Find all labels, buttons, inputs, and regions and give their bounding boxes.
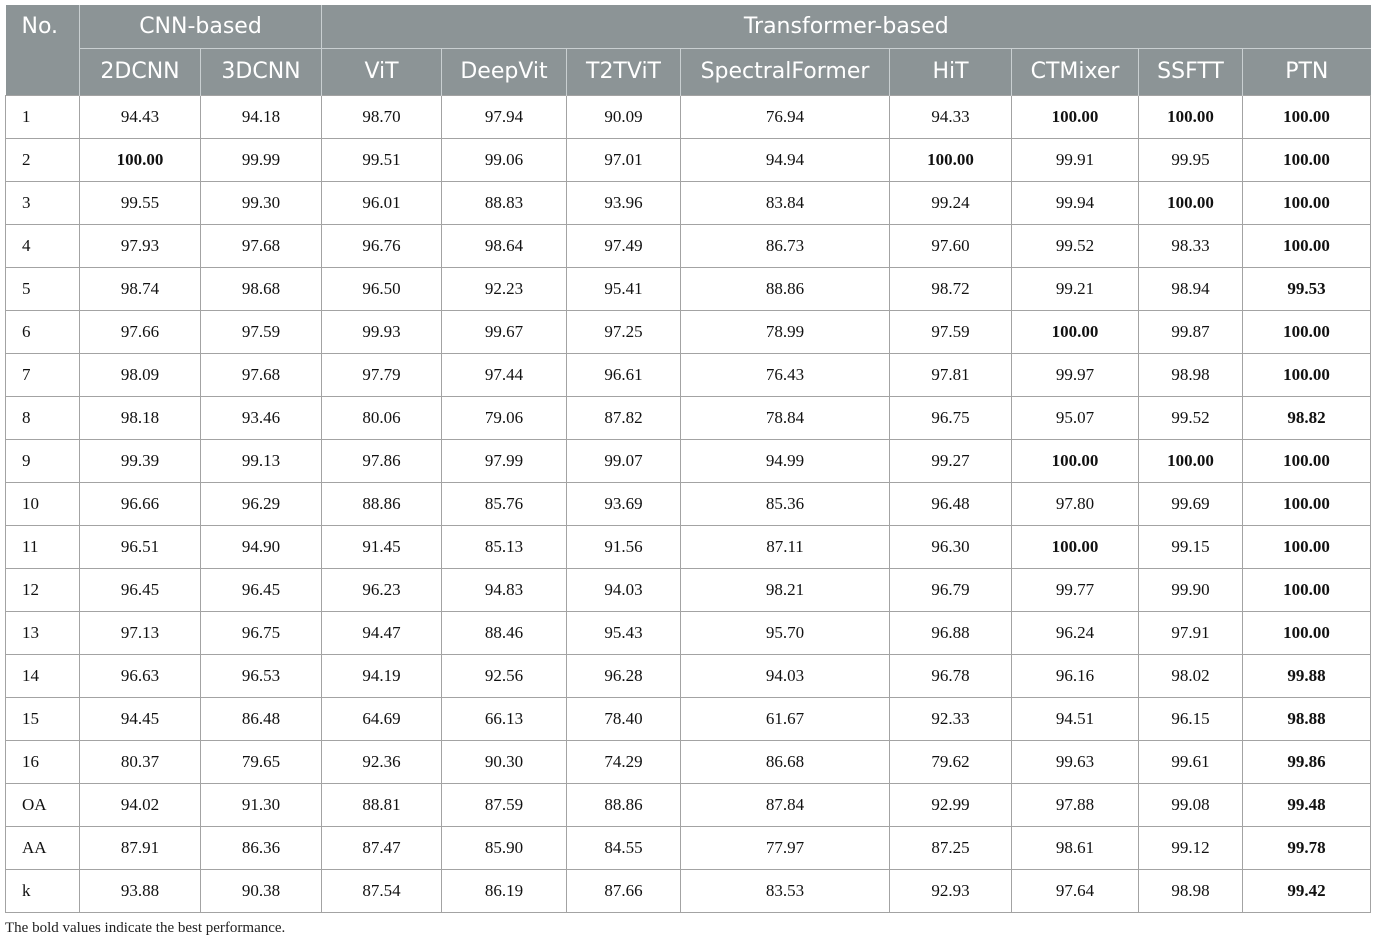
table-cell: 100.00 [1243,612,1371,655]
row-label: 4 [6,225,80,268]
group-header-transformer: Transformer-based [322,5,1371,49]
table-cell: 99.52 [1012,225,1139,268]
table-cell: 100.00 [1139,440,1243,483]
table-cell: 88.86 [322,483,442,526]
table-cell: 99.21 [1012,268,1139,311]
table-cell: 95.41 [567,268,681,311]
table-cell: 96.45 [201,569,322,612]
table-cell: 90.38 [201,870,322,913]
table-cell: 98.61 [1012,827,1139,870]
table-cell: 91.45 [322,526,442,569]
table-cell: 78.40 [567,698,681,741]
table-cell: 99.08 [1139,784,1243,827]
table-cell: 98.02 [1139,655,1243,698]
table-cell: 99.67 [442,311,567,354]
row-label: 3 [6,182,80,225]
table-cell: 94.19 [322,655,442,698]
table-cell: 87.66 [567,870,681,913]
table-cell: 99.94 [1012,182,1139,225]
table-cell: 85.13 [442,526,567,569]
table-cell: 98.09 [80,354,201,397]
table-cell: 99.53 [1243,268,1371,311]
table-cell: 94.83 [442,569,567,612]
table-row [6,440,1371,483]
table-cell: 96.23 [322,569,442,612]
table-cell: 85.76 [442,483,567,526]
table-cell: 100.00 [1243,311,1371,354]
table-cell: 97.25 [567,311,681,354]
table-cell: 100.00 [1139,182,1243,225]
table-cell: 98.88 [1243,698,1371,741]
column-header-model: PTN [1243,49,1371,96]
row-label: 14 [6,655,80,698]
table-cell: 100.00 [1243,354,1371,397]
table-cell: 97.68 [201,354,322,397]
table-footnote: The bold values indicate the best performance. [5,920,286,936]
column-header-model: 3DCNN [201,49,322,96]
table-cell: 96.61 [567,354,681,397]
table-cell: 85.90 [442,827,567,870]
table-cell: 97.99 [442,440,567,483]
table-cell: 94.43 [80,96,201,139]
table-cell: 100.00 [1243,483,1371,526]
table-cell: 98.72 [890,268,1012,311]
table-cell: 78.99 [681,311,890,354]
table-cell: 79.06 [442,397,567,440]
table-cell: 100.00 [1012,96,1139,139]
table-row [6,225,1371,268]
row-label: 9 [6,440,80,483]
table-cell: 92.93 [890,870,1012,913]
table-cell: 98.21 [681,569,890,612]
table-cell: 96.75 [201,612,322,655]
row-label: 16 [6,741,80,784]
table-row [6,827,1371,870]
row-label: 2 [6,139,80,182]
table-cell: 100.00 [890,139,1012,182]
table-cell: 88.86 [681,268,890,311]
table-cell: 99.55 [80,182,201,225]
table-cell: 99.06 [442,139,567,182]
table-cell: 94.90 [201,526,322,569]
table-cell: 100.00 [1243,569,1371,612]
table-cell: 91.30 [201,784,322,827]
table-cell: 97.94 [442,96,567,139]
table-row [6,784,1371,827]
table-cell: 88.83 [442,182,567,225]
table-row [6,655,1371,698]
table-cell: 87.91 [80,827,201,870]
table-cell: 86.36 [201,827,322,870]
table-cell: 94.33 [890,96,1012,139]
table-cell: 94.03 [681,655,890,698]
table-cell: 99.07 [567,440,681,483]
table-row [6,870,1371,913]
table-cell: 86.68 [681,741,890,784]
table-cell: 99.52 [1139,397,1243,440]
table-cell: 96.24 [1012,612,1139,655]
table-cell: 90.30 [442,741,567,784]
table-cell: 94.18 [201,96,322,139]
table-row [6,268,1371,311]
table-cell: 64.69 [322,698,442,741]
table-cell: 98.33 [1139,225,1243,268]
table-cell: 99.99 [201,139,322,182]
table-cell: 76.43 [681,354,890,397]
table-row [6,526,1371,569]
table-cell: 96.29 [201,483,322,526]
table-cell: 97.44 [442,354,567,397]
table-row [6,483,1371,526]
table-cell: 96.45 [80,569,201,612]
column-header-no: No. [6,5,80,96]
table-cell: 98.68 [201,268,322,311]
table-cell: 100.00 [1243,139,1371,182]
table-cell: 99.51 [322,139,442,182]
table-cell: 92.99 [890,784,1012,827]
table-cell: 94.47 [322,612,442,655]
table-cell: 79.62 [890,741,1012,784]
table-cell: 94.99 [681,440,890,483]
column-header-model: CTMixer [1012,49,1139,96]
table-cell: 99.30 [201,182,322,225]
table-cell: 100.00 [1012,311,1139,354]
table-row [6,612,1371,655]
table-cell: 99.15 [1139,526,1243,569]
table-cell: 96.16 [1012,655,1139,698]
table-cell: 94.45 [80,698,201,741]
table-cell: 94.51 [1012,698,1139,741]
table-cell: 85.36 [681,483,890,526]
table-cell: 87.59 [442,784,567,827]
table-cell: 99.27 [890,440,1012,483]
table-cell: 99.39 [80,440,201,483]
table-cell: 97.91 [1139,612,1243,655]
table-cell: 94.02 [80,784,201,827]
table-cell: 97.88 [1012,784,1139,827]
table-cell: 100.00 [1243,96,1371,139]
table-cell: 78.84 [681,397,890,440]
table-cell: 84.55 [567,827,681,870]
table-cell: 88.46 [442,612,567,655]
row-label: 13 [6,612,80,655]
row-label: 15 [6,698,80,741]
table-cell: 87.84 [681,784,890,827]
table-cell: 88.86 [567,784,681,827]
table-cell: 96.75 [890,397,1012,440]
table-cell: 96.01 [322,182,442,225]
table-cell: 100.00 [1243,225,1371,268]
table-cell: 99.87 [1139,311,1243,354]
table-cell: 99.77 [1012,569,1139,612]
row-label: OA [6,784,80,827]
table-cell: 100.00 [1012,440,1139,483]
table-cell: 66.13 [442,698,567,741]
table-cell: 99.86 [1243,741,1371,784]
table-cell: 97.59 [890,311,1012,354]
column-header-model: SpectralFormer [681,49,890,96]
table-cell: 99.12 [1139,827,1243,870]
results-table [5,5,1371,913]
row-label: 12 [6,569,80,612]
table-cell: 98.94 [1139,268,1243,311]
table-cell: 92.56 [442,655,567,698]
table-cell: 99.95 [1139,139,1243,182]
table-cell: 97.49 [567,225,681,268]
table-cell: 99.69 [1139,483,1243,526]
table-cell: 88.81 [322,784,442,827]
table-cell: 93.88 [80,870,201,913]
table-cell: 96.15 [1139,698,1243,741]
table-cell: 98.64 [442,225,567,268]
table-row [6,354,1371,397]
table-cell: 97.66 [80,311,201,354]
table-cell: 100.00 [1243,526,1371,569]
table-cell: 80.37 [80,741,201,784]
table-cell: 90.09 [567,96,681,139]
table-cell: 100.00 [1012,526,1139,569]
column-header-model: HiT [890,49,1012,96]
table-cell: 96.78 [890,655,1012,698]
table-cell: 95.43 [567,612,681,655]
table-row [6,182,1371,225]
table-cell: 74.29 [567,741,681,784]
table-row [6,569,1371,612]
table-cell: 97.59 [201,311,322,354]
table-cell: 96.76 [322,225,442,268]
row-label: 7 [6,354,80,397]
table-cell: 87.47 [322,827,442,870]
table-cell: 96.79 [890,569,1012,612]
table-cell: 94.03 [567,569,681,612]
table-row [6,698,1371,741]
table-cell: 96.30 [890,526,1012,569]
table-row [6,741,1371,784]
row-label: 8 [6,397,80,440]
table-cell: 93.69 [567,483,681,526]
table-cell: 98.70 [322,96,442,139]
table-cell: 99.91 [1012,139,1139,182]
table-cell: 86.73 [681,225,890,268]
row-label: 11 [6,526,80,569]
table-cell: 97.64 [1012,870,1139,913]
table-cell: 99.88 [1243,655,1371,698]
table-cell: 96.51 [80,526,201,569]
table-cell: 83.84 [681,182,890,225]
table-cell: 96.63 [80,655,201,698]
table-cell: 99.78 [1243,827,1371,870]
table-cell: 98.18 [80,397,201,440]
column-header-model: T2TViT [567,49,681,96]
row-label: 6 [6,311,80,354]
table-cell: 97.68 [201,225,322,268]
table-cell: 97.79 [322,354,442,397]
table-cell: 96.48 [890,483,1012,526]
table-cell: 93.96 [567,182,681,225]
table-cell: 76.94 [681,96,890,139]
column-header-model: 2DCNN [80,49,201,96]
table-cell: 98.74 [80,268,201,311]
table-cell: 97.13 [80,612,201,655]
table-cell: 99.13 [201,440,322,483]
table-cell: 96.53 [201,655,322,698]
table-cell: 93.46 [201,397,322,440]
table-cell: 92.33 [890,698,1012,741]
table-row [6,311,1371,354]
column-header-model: DeepVit [442,49,567,96]
table-row [6,397,1371,440]
table-cell: 87.54 [322,870,442,913]
table-header [6,5,1371,96]
table-cell: 91.56 [567,526,681,569]
column-header-model: SSFTT [1139,49,1243,96]
table-cell: 94.94 [681,139,890,182]
table-cell: 80.06 [322,397,442,440]
table-cell: 87.82 [567,397,681,440]
model-header-row [6,49,1371,96]
table-cell: 97.01 [567,139,681,182]
table-cell: 99.93 [322,311,442,354]
table-cell: 86.48 [201,698,322,741]
table-cell: 99.63 [1012,741,1139,784]
table-cell: 92.36 [322,741,442,784]
column-header-model: ViT [322,49,442,96]
table-cell: 100.00 [1243,440,1371,483]
table-cell: 95.07 [1012,397,1139,440]
group-header-cnn: CNN-based [80,5,322,49]
table-cell: 96.88 [890,612,1012,655]
table-cell: 79.65 [201,741,322,784]
table-cell: 97.60 [890,225,1012,268]
table-cell: 99.90 [1139,569,1243,612]
table-cell: 95.70 [681,612,890,655]
table-cell: 100.00 [1243,182,1371,225]
table-cell: 98.82 [1243,397,1371,440]
table-cell: 100.00 [80,139,201,182]
table-cell: 96.66 [80,483,201,526]
table-row [6,139,1371,182]
table-cell: 99.42 [1243,870,1371,913]
table-cell: 87.25 [890,827,1012,870]
table-cell: 99.24 [890,182,1012,225]
table-cell: 96.50 [322,268,442,311]
table-cell: 77.97 [681,827,890,870]
table-cell: 98.98 [1139,870,1243,913]
row-label: 1 [6,96,80,139]
table-cell: 96.28 [567,655,681,698]
table-cell: 83.53 [681,870,890,913]
table-cell: 92.23 [442,268,567,311]
table-cell: 97.80 [1012,483,1139,526]
table-cell: 86.19 [442,870,567,913]
table-body [6,96,1371,913]
table-cell: 97.81 [890,354,1012,397]
row-label: k [6,870,80,913]
table-cell: 98.98 [1139,354,1243,397]
table-cell: 99.97 [1012,354,1139,397]
table-cell: 97.93 [80,225,201,268]
table-cell: 97.86 [322,440,442,483]
row-label: 5 [6,268,80,311]
row-label: AA [6,827,80,870]
table-cell: 87.11 [681,526,890,569]
table-cell: 61.67 [681,698,890,741]
row-label: 10 [6,483,80,526]
table-cell: 100.00 [1139,96,1243,139]
table-row [6,96,1371,139]
table-cell: 99.61 [1139,741,1243,784]
table-cell: 99.48 [1243,784,1371,827]
